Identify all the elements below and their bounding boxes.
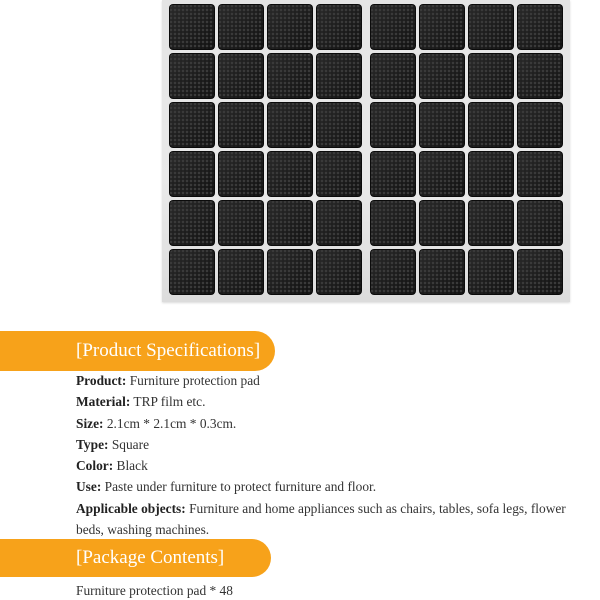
furniture-pad: [316, 249, 362, 295]
spec-label: Product:: [76, 373, 127, 388]
furniture-pad: [517, 200, 563, 246]
spec-size: [76, 413, 586, 434]
furniture-pad: [370, 102, 416, 148]
specifications-list: [76, 370, 586, 540]
spec-type: [76, 434, 586, 455]
furniture-pad: [419, 4, 465, 50]
furniture-pad: [218, 151, 264, 197]
spec-value: 2.1cm * 2.1cm * 0.3cm.: [103, 415, 237, 431]
spec-value: Paste under furniture to protect furniture and floor.: [101, 479, 377, 495]
product-photo: [162, 0, 570, 302]
furniture-pad: [218, 200, 264, 246]
spec-label: Size:: [76, 415, 104, 431]
furniture-pad: [468, 4, 514, 50]
furniture-pad: [218, 102, 264, 148]
furniture-pad: [517, 249, 563, 295]
package-contents: Furniture protection pad * 48: [76, 583, 233, 598]
furniture-pad: [419, 102, 465, 148]
furniture-pad: [419, 53, 465, 99]
spec-value: Black: [113, 458, 148, 474]
spec-product: [76, 370, 586, 391]
spec-label: Material:: [76, 394, 131, 410]
spec-label: Use:: [76, 479, 102, 495]
furniture-pad: [267, 200, 313, 246]
furniture-pad: [419, 249, 465, 295]
spec-color: [76, 455, 586, 476]
furniture-pad: [169, 102, 215, 148]
furniture-pad: [370, 4, 416, 50]
spec-value: Furniture and home appliances such as chairs, tables, sofa legs, flower beds, washing machines.: [76, 500, 566, 538]
pad-group-right: [370, 4, 563, 295]
furniture-pad: [370, 200, 416, 246]
furniture-pad: [468, 102, 514, 148]
furniture-pad: [468, 200, 514, 246]
specifications-header-label: [Product Specifications]: [76, 340, 261, 361]
spec-label: Applicable objects:: [76, 500, 186, 516]
furniture-pad: [267, 53, 313, 99]
furniture-pad: [316, 200, 362, 246]
pad-group-left: [169, 4, 362, 295]
furniture-pad: [370, 249, 416, 295]
furniture-pad: [218, 249, 264, 295]
furniture-pad: [267, 249, 313, 295]
package-header-label: [Package Contents]: [76, 547, 225, 568]
furniture-pad: [370, 53, 416, 99]
furniture-pad: [370, 151, 416, 197]
furniture-pad: [517, 4, 563, 50]
furniture-pad: [169, 53, 215, 99]
furniture-pad: [468, 249, 514, 295]
furniture-pad: [316, 102, 362, 148]
spec-use: [76, 476, 586, 497]
furniture-pad: [517, 102, 563, 148]
furniture-pad: [316, 151, 362, 197]
furniture-pad: [419, 200, 465, 246]
spec-value: TRP film etc.: [130, 394, 206, 410]
furniture-pad: [468, 53, 514, 99]
spec-value: Square: [108, 436, 150, 452]
furniture-pad: [169, 249, 215, 295]
furniture-pad: [169, 4, 215, 50]
spec-label: Color:: [76, 458, 114, 474]
furniture-pad: [218, 4, 264, 50]
furniture-pad: [316, 4, 362, 50]
furniture-pad: [517, 53, 563, 99]
furniture-pad: [316, 53, 362, 99]
spec-label: Type:: [76, 436, 109, 452]
spec-applicable-objects: [76, 498, 586, 541]
furniture-pad: [267, 151, 313, 197]
specifications-header: [0, 331, 275, 371]
furniture-pad: [517, 151, 563, 197]
furniture-pad: [267, 102, 313, 148]
furniture-pad: [218, 53, 264, 99]
spec-value: Furniture protection pad: [126, 373, 260, 388]
furniture-pad: [267, 4, 313, 50]
package-header: [0, 539, 271, 577]
spec-material: [76, 391, 586, 412]
furniture-pad: [468, 151, 514, 197]
furniture-pad: [419, 151, 465, 197]
furniture-pad: [169, 151, 215, 197]
furniture-pad: [169, 200, 215, 246]
